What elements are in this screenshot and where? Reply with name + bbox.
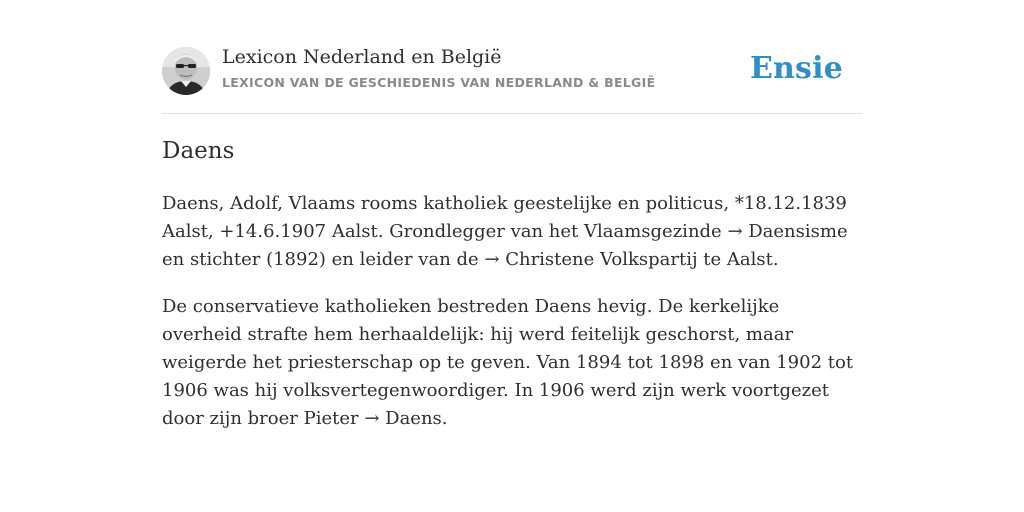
site-subtitle: LEXICON VAN DE GESCHIEDENIS VAN NEDERLAND & BELGIË — [222, 75, 656, 90]
avatar[interactable] — [162, 47, 210, 95]
xref-link-christene-volkspartij[interactable]: → Christene Volkspartij — [484, 249, 698, 270]
paragraph-text: . — [441, 408, 448, 429]
header — [162, 0, 862, 114]
paragraph-text: en stichter (1892) en leider van de — [162, 249, 485, 270]
entry-card — [162, 0, 862, 429]
xref-link-daens[interactable]: → Daens — [364, 408, 442, 429]
paragraph-text: te Aalst. — [697, 249, 779, 270]
paragraph-2 — [162, 293, 862, 433]
paragraph-1 — [162, 190, 862, 274]
brand-logo[interactable]: Ensie — [749, 51, 843, 86]
person-photo-icon — [162, 47, 210, 95]
paragraph-text: De conservatieve katholieken bestreden Daens hevig. De kerkelijke overheid strafte hem herhaaldelijk: hij werd feitelijk geschorst, maar weigerde het priesterschap op te geven. Van 1894 tot 1898 en van 1902 tot 1906 was hij volksvertegenwoordiger. In 1906 werd zijn werk voortgezet door zijn broer Pieter — [162, 296, 854, 429]
paragraph-text: Daens, Adolf, Vlaams rooms katholiek geestelijke en politicus, *18.12.1839 Aalst, +14.6.1907 Aalst. Grondlegger van het Vlaamsgezinde — [162, 193, 847, 242]
entry-body — [162, 190, 862, 452]
entry-title: Daens — [162, 138, 235, 164]
site-title[interactable]: Lexicon Nederland en België — [222, 46, 502, 68]
xref-link-daensisme[interactable]: → Daensisme — [727, 221, 848, 242]
